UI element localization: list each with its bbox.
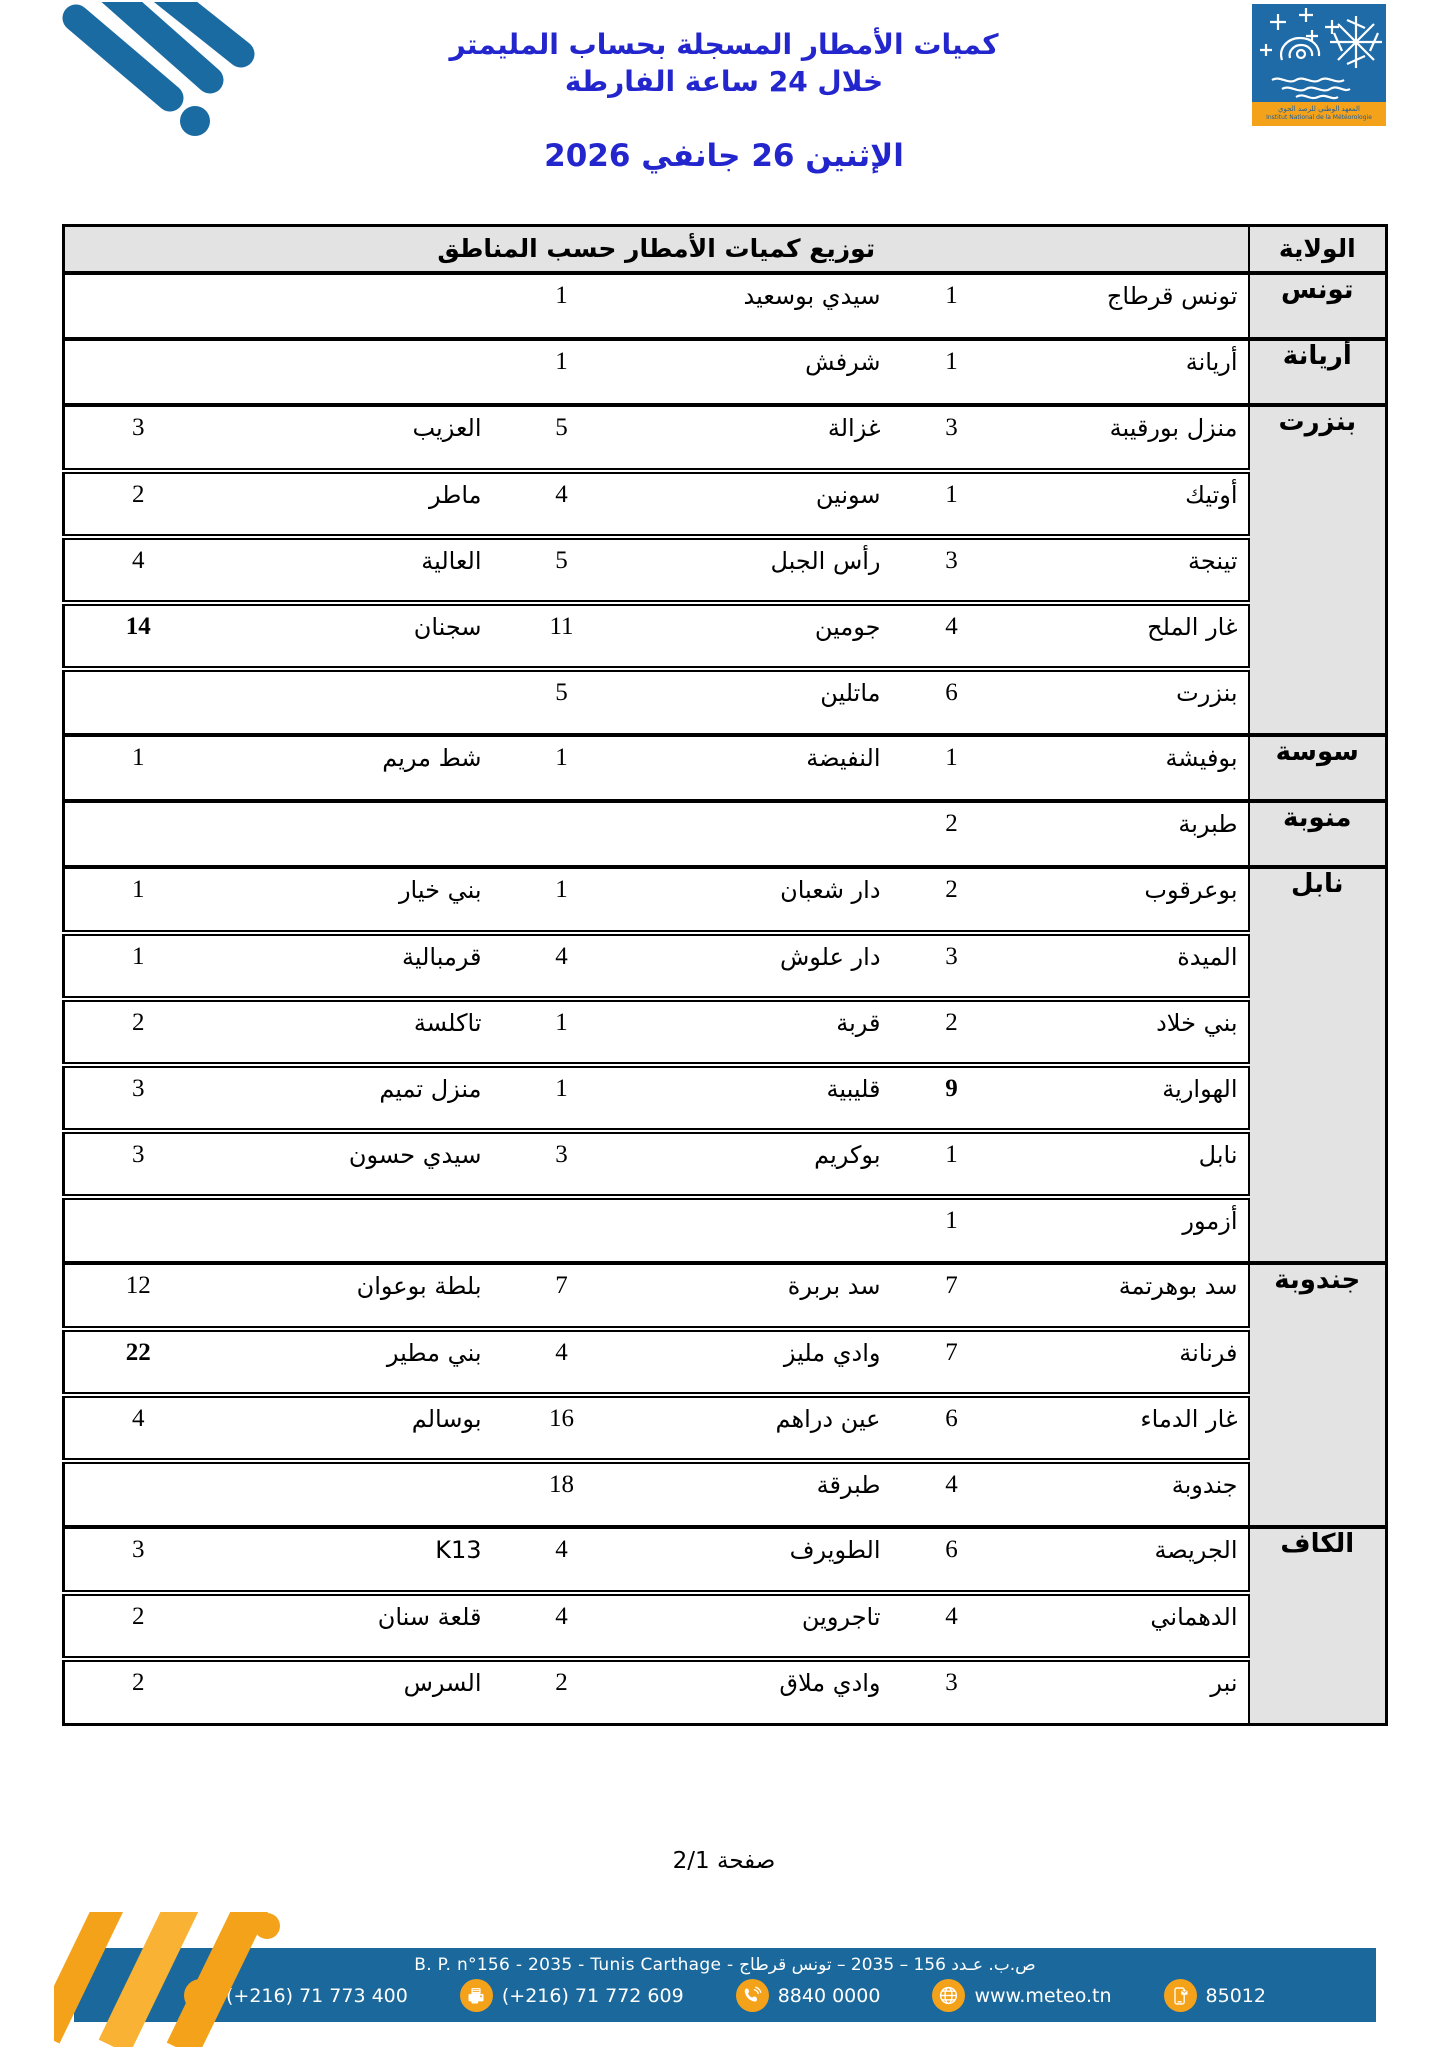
rain-value-cell: 1: [504, 867, 620, 933]
station-name-cell: قرمبالية: [212, 933, 504, 999]
rain-value-cell: 12: [64, 1263, 212, 1329]
station-name-cell: سد بوهرتمة: [997, 1263, 1249, 1329]
station-name-cell: النفيضة: [620, 735, 907, 801]
station-name-cell: نبر: [997, 1659, 1249, 1725]
table-row: [64, 1395, 1387, 1461]
governorate-cell: أريانة: [1249, 339, 1387, 405]
station-name-cell: بوفيشة: [997, 735, 1249, 801]
station-name-cell: منزل تميم: [212, 1065, 504, 1131]
rain-value-cell: 4: [504, 1593, 620, 1659]
station-name-cell: عين دراهم: [620, 1395, 907, 1461]
table-row: [64, 933, 1387, 999]
rain-value-cell: 1: [504, 735, 620, 801]
table-row: [64, 1659, 1387, 1725]
station-name-cell: [212, 669, 504, 735]
rain-value-cell: [504, 1197, 620, 1263]
rain-value-cell: 5: [504, 537, 620, 603]
rain-value-cell: 22: [64, 1329, 212, 1395]
table-row: [64, 1461, 1387, 1527]
rain-value-cell: 3: [907, 405, 997, 471]
contact-sms: [1164, 1979, 1266, 2012]
table-row: [64, 1527, 1387, 1593]
footer-bar: [74, 1948, 1376, 2022]
rain-value-cell: [504, 801, 620, 867]
table-header-row: [64, 226, 1387, 273]
rain-value-cell: 7: [907, 1329, 997, 1395]
rain-value-cell: 6: [907, 1395, 997, 1461]
inm-logo: [1252, 4, 1386, 126]
rain-streaks-logo-icon: [58, 2, 263, 142]
inm-caption-french: Institut National de la Météorologie: [1266, 114, 1372, 121]
report-date: الإثنين 26 جانفي 2026: [544, 138, 904, 174]
report-title-line2: خلال 24 ساعة الفارطة: [564, 65, 884, 98]
station-name-cell: غار الدماء: [997, 1395, 1249, 1461]
contact-sms-text: 85012: [1205, 1984, 1266, 2007]
rain-value-cell: 1: [504, 999, 620, 1065]
contact-call-center: [736, 1979, 881, 2012]
station-name-cell: الهوارية: [997, 1065, 1249, 1131]
rain-value-cell: 11: [504, 603, 620, 669]
rain-value-cell: 16: [504, 1395, 620, 1461]
report-title-line1: كميات الأمطار المسجلة بحساب المليمتر: [449, 28, 999, 61]
station-name-cell: أوتيك: [997, 471, 1249, 537]
rain-value-cell: 2: [907, 999, 997, 1065]
station-name-cell: العزيب: [212, 405, 504, 471]
phone-icon: [184, 1979, 217, 2012]
table-row: [64, 339, 1387, 405]
rain-value-cell: [64, 273, 212, 339]
station-name-cell: [212, 801, 504, 867]
rain-value-cell: 1: [907, 471, 997, 537]
rain-value-cell: 2: [907, 801, 997, 867]
station-name-cell: رأس الجبل: [620, 537, 907, 603]
table-row: [64, 537, 1387, 603]
station-name-cell: أريانة: [997, 339, 1249, 405]
rain-value-cell: 4: [504, 933, 620, 999]
station-name-cell: طبرقة: [620, 1461, 907, 1527]
governorate-cell: بنزرت: [1249, 405, 1387, 735]
rain-value-cell: 18: [504, 1461, 620, 1527]
table-row: [64, 1593, 1387, 1659]
governorate-cell: نابل: [1249, 867, 1387, 1263]
rain-value-cell: 1: [504, 1065, 620, 1131]
rain-value-cell: 3: [907, 1659, 997, 1725]
contact-phone: [184, 1979, 408, 2012]
table-row: [64, 867, 1387, 933]
rainfall-table: [62, 224, 1388, 1726]
table-row: [64, 801, 1387, 867]
station-name-cell: وادي مليز: [620, 1329, 907, 1395]
rain-value-cell: [64, 669, 212, 735]
station-name-cell: نابل: [997, 1131, 1249, 1197]
rain-value-cell: 9: [907, 1065, 997, 1131]
rain-value-cell: 4: [504, 1329, 620, 1395]
contact-call-text: 8840 0000: [777, 1984, 881, 2007]
rain-value-cell: 2: [64, 1593, 212, 1659]
station-name-cell: الدهماني: [997, 1593, 1249, 1659]
rain-value-cell: 1: [504, 273, 620, 339]
table-row: [64, 1197, 1387, 1263]
station-name-cell: سد بربرة: [620, 1263, 907, 1329]
table-row: [64, 603, 1387, 669]
rain-value-cell: 3: [64, 1527, 212, 1593]
rain-value-cell: 1: [907, 339, 997, 405]
rain-streaks-logo: [58, 2, 263, 146]
rain-value-cell: 2: [64, 1659, 212, 1725]
station-name-cell: بوكريم: [620, 1131, 907, 1197]
rain-value-cell: 2: [64, 999, 212, 1065]
rain-value-cell: [64, 339, 212, 405]
rain-value-cell: 3: [64, 1065, 212, 1131]
station-name-cell: بني خلاد: [997, 999, 1249, 1065]
station-name-cell: غار الملح: [997, 603, 1249, 669]
station-name-cell: جومين: [620, 603, 907, 669]
rain-value-cell: [64, 1461, 212, 1527]
contact-website: [932, 1979, 1111, 2012]
contact-fax: [460, 1979, 684, 2012]
station-name-cell: تونس قرطاج: [997, 273, 1249, 339]
station-name-cell: العالية: [212, 537, 504, 603]
mobile-icon: [1164, 1979, 1197, 2012]
table-row: [64, 273, 1387, 339]
rain-value-cell: 5: [504, 669, 620, 735]
station-name-cell: سيدي بوسعيد: [620, 273, 907, 339]
station-name-cell: ماتلين: [620, 669, 907, 735]
rain-value-cell: 1: [504, 339, 620, 405]
station-name-cell: الجريصة: [997, 1527, 1249, 1593]
station-name-cell: شط مريم: [212, 735, 504, 801]
station-name-cell: بنزرت: [997, 669, 1249, 735]
station-name-cell: [212, 339, 504, 405]
station-name-cell: [212, 1197, 504, 1263]
inm-caption-arabic: المعهد الوطني للرصد الجوي: [1278, 105, 1360, 113]
station-name-cell: [620, 801, 907, 867]
station-name-cell: قلعة سنان: [212, 1593, 504, 1659]
governorate-cell: جندوبة: [1249, 1263, 1387, 1527]
rain-value-cell: 3: [64, 1131, 212, 1197]
station-name-cell: تينجة: [997, 537, 1249, 603]
governorate-cell: الكاف: [1249, 1527, 1387, 1725]
station-name-cell: دار علوش: [620, 933, 907, 999]
station-name-cell: منزل بورقيبة: [997, 405, 1249, 471]
rain-value-cell: 2: [907, 867, 997, 933]
rain-value-cell: 7: [504, 1263, 620, 1329]
rain-value-cell: 3: [64, 405, 212, 471]
rain-value-cell: 1: [64, 867, 212, 933]
station-name-cell: وادي ملاق: [620, 1659, 907, 1725]
station-name-cell: K13: [212, 1527, 504, 1593]
rain-value-cell: 4: [907, 1593, 997, 1659]
station-name-cell: أزمور: [997, 1197, 1249, 1263]
rain-value-cell: 4: [64, 1395, 212, 1461]
rain-value-cell: 2: [64, 471, 212, 537]
station-name-cell: طبربة: [997, 801, 1249, 867]
rain-value-cell: 4: [907, 1461, 997, 1527]
rain-value-cell: [64, 1197, 212, 1263]
rain-value-cell: 14: [64, 603, 212, 669]
station-name-cell: فرنانة: [997, 1329, 1249, 1395]
footer-contacts: [74, 1979, 1376, 2012]
contact-fax-text: (+216) 71 772 609: [501, 1984, 684, 2007]
footer-address: B. P. n°156 - 2035 - Tunis Carthage - ص.ب. عـدد 156 – 2035 – تونس قرطاج: [414, 1955, 1036, 1975]
station-name-cell: قربة: [620, 999, 907, 1065]
station-name-cell: الطويرف: [620, 1527, 907, 1593]
page-number: صفحة 2/1: [672, 1848, 776, 1874]
contact-website-text: www.meteo.tn: [974, 1984, 1112, 2007]
station-name-cell: سيدي حسون: [212, 1131, 504, 1197]
station-name-cell: تاجروين: [620, 1593, 907, 1659]
station-name-cell: بوسالم: [212, 1395, 504, 1461]
contact-phone-text: (+216) 71 773 400: [226, 1984, 408, 2007]
rain-value-cell: 6: [907, 669, 997, 735]
rainfall-table-body: [64, 273, 1387, 1725]
station-name-cell: بوعرقوب: [997, 867, 1249, 933]
station-name-cell: دار شعبان: [620, 867, 907, 933]
table-row: [64, 405, 1387, 471]
station-name-cell: ماطر: [212, 471, 504, 537]
table-row: [64, 669, 1387, 735]
governorate-cell: منوبة: [1249, 801, 1387, 867]
document-header: [0, 0, 1448, 200]
rain-value-cell: 1: [64, 933, 212, 999]
station-name-cell: السرس: [212, 1659, 504, 1725]
rain-value-cell: 4: [504, 471, 620, 537]
station-name-cell: بلطة بوعوان: [212, 1263, 504, 1329]
rain-value-cell: 5: [504, 405, 620, 471]
rain-value-cell: 2: [504, 1659, 620, 1725]
station-name-cell: [212, 273, 504, 339]
table-row: [64, 735, 1387, 801]
table-row: [64, 1065, 1387, 1131]
table-row: [64, 999, 1387, 1065]
rain-value-cell: 1: [64, 735, 212, 801]
table-row: [64, 1131, 1387, 1197]
station-name-cell: [620, 1197, 907, 1263]
station-name-cell: الميدة: [997, 933, 1249, 999]
rain-value-cell: 1: [907, 1131, 997, 1197]
station-name-cell: بني خيار: [212, 867, 504, 933]
call-icon: [736, 1979, 769, 2012]
rain-value-cell: 4: [64, 537, 212, 603]
station-name-cell: قليبية: [620, 1065, 907, 1131]
governorate-column-header: الولاية: [1249, 226, 1387, 273]
inm-logo-icon: [1252, 4, 1386, 102]
station-name-cell: جندوبة: [997, 1461, 1249, 1527]
station-name-cell: غزالة: [620, 405, 907, 471]
table-row: [64, 1263, 1387, 1329]
station-name-cell: شرفش: [620, 339, 907, 405]
rain-value-cell: 3: [907, 537, 997, 603]
rain-value-cell: 1: [907, 273, 997, 339]
rain-value-cell: 6: [907, 1527, 997, 1593]
inm-logo-band: [1252, 102, 1386, 126]
station-name-cell: [212, 1461, 504, 1527]
rain-value-cell: 1: [907, 735, 997, 801]
rain-value-cell: 1: [907, 1197, 997, 1263]
rain-value-cell: 4: [907, 603, 997, 669]
distribution-column-header: توزيع كميات الأمطار حسب المناطق: [64, 226, 1249, 273]
station-name-cell: تاكلسة: [212, 999, 504, 1065]
rain-value-cell: [64, 801, 212, 867]
station-name-cell: سونين: [620, 471, 907, 537]
globe-icon: [932, 1979, 965, 2012]
rain-value-cell: 4: [504, 1527, 620, 1593]
rain-value-cell: 7: [907, 1263, 997, 1329]
governorate-cell: سوسة: [1249, 735, 1387, 801]
table-row: [64, 471, 1387, 537]
governorate-cell: تونس: [1249, 273, 1387, 339]
table-row: [64, 1329, 1387, 1395]
fax-icon: [460, 1979, 493, 2012]
rain-value-cell: 3: [504, 1131, 620, 1197]
station-name-cell: بني مطير: [212, 1329, 504, 1395]
rain-value-cell: 3: [907, 933, 997, 999]
station-name-cell: سجنان: [212, 603, 504, 669]
